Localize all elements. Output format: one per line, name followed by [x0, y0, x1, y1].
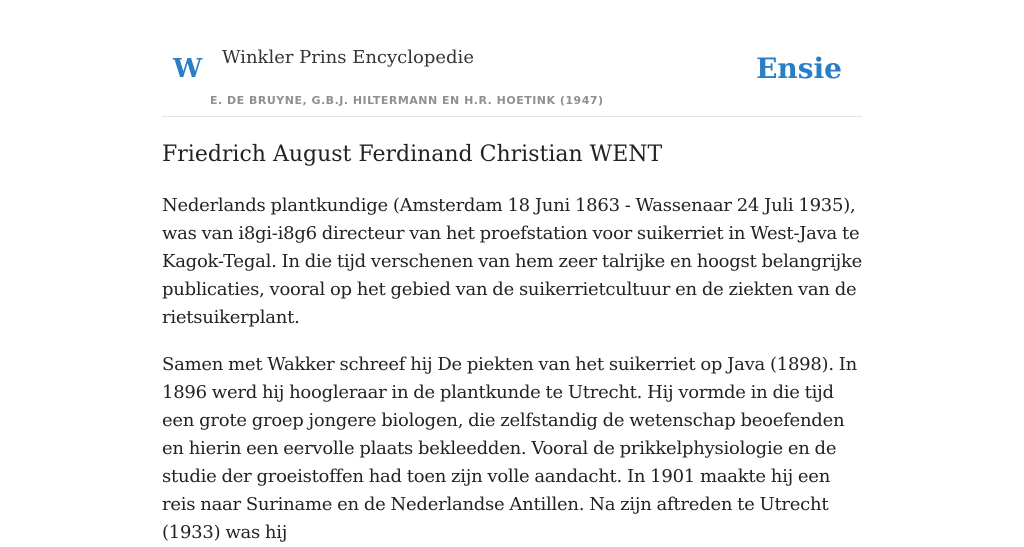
page [162, 0, 863, 543]
article-paragraph-1: Nederlands plantkundige (Amsterdam 18 Juni 1863 - Wassenaar 24 Juli 1935), was van i8gi-i8g6 directeur van het proefstation voor suikerriet in West-Java te Kagok-Tegal. In die tijd verschenen van hem zeer talrijke en hoogst belangrijke publicaties, vooral op het gebied van de suikerrietcultuur en de ziekten van de rietsuikerplant. [162, 195, 863, 328]
ensie-logo-link[interactable]: Ensie [756, 52, 842, 85]
winkler-prins-logo[interactable]: W [173, 54, 203, 84]
article-paragraph-2: Samen met Wakker schreef hij De piekten van het suikerriet op Java (1898). In 1896 werd hij hoogleraar in de plantkunde te Utrecht. Hij vormde in die tijd een grote groep jongere biologen, die zelfstandig de wetenschap beoefenden en hierin een eervolle plaats bekleedden. Vooral de prikkelphysiologie en de studie der groeistoffen had toen zijn volle aandacht. In 1901 maakte hij een reis naar Suriname en de Nederlandse Antillen. Na zijn aftreden te Utrecht (1933) was hij [162, 354, 857, 543]
site-title[interactable]: Winkler Prins Encyclopedie [222, 47, 474, 68]
authors-line: E. DE BRUYNE, G.B.J. HILTERMANN EN H.R. HOETINK (1947) [210, 94, 604, 107]
site-header [162, 0, 862, 117]
article-title: Friedrich August Ferdinand Christian WENT [162, 142, 663, 167]
